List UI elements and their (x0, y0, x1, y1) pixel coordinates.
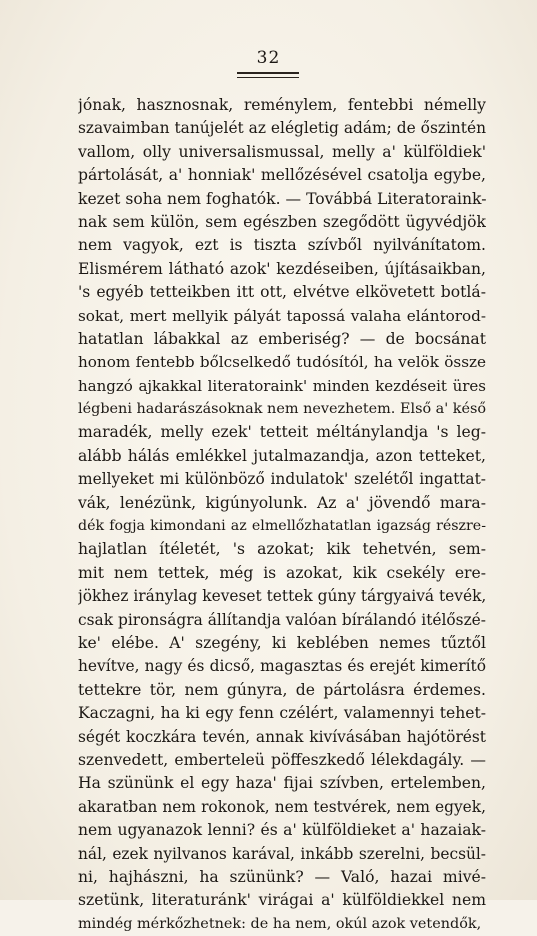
text-line: légbeni hadarászásoknak nem nevezhetem. Első a' késő (78, 401, 486, 418)
text-line: ke' elébe. A' szegény, ki keblében nemes tűztől (78, 633, 486, 652)
text-line: ségét koczkára tevén, annak kivívásában hajótörést (78, 727, 486, 746)
text-line: alább hálás emlékkel jutalmazandja, azon tetteket, (78, 446, 486, 465)
text-line: Elismérem látható azok' kezdéseiben, újításaikban, (78, 259, 486, 278)
page-number: 32 (256, 48, 281, 68)
text-line: 's egyéb tetteikben itt ott, elvétve elkövetett botlá- (78, 283, 486, 302)
text-line: szavaimban tanújelét az elégletig adám; de őszintén (78, 119, 486, 138)
text-line: nak sem külön, sem egészben szegődött ügyvédjök (78, 212, 486, 231)
body-text (78, 94, 486, 936)
header-rule (237, 72, 299, 78)
text-line: honom fentebb bőlcselkedő tudósítól, ha velök össze (78, 353, 486, 372)
text-line: Kaczagni, ha ki egy fenn czélért, valamennyi tehet- (78, 704, 486, 723)
text-line: szenvedett, emberteleü pöffeszkedő lélekdagály. — (78, 750, 486, 769)
text-line: akaratban nem rokonok, nem testvérek, nem egyek, (78, 797, 486, 816)
text-line: nál, ezek nyilvanos karával, inkább szerelni, becsül- (78, 844, 486, 863)
text-line: pártolását, a' honniak' mellőzésével csatolja egybe, (78, 166, 486, 185)
text-line: hangzó ajkakkal literatoraink' minden kezdéseit üres (78, 376, 486, 395)
text-line: jökhez iránylag keveset tettek gúny tárgyaivá tevék, (78, 587, 486, 606)
text-line: kezet soha nem foghatók. — Továbbá Literatoraink- (78, 189, 486, 208)
text-line: mindég mérkőzhetnek: de ha nem, okúl azok vetendők, (78, 915, 482, 932)
text-line: szetünk, literaturánk' virágai a' külföldiekkel nem (78, 891, 486, 910)
text-line: mit nem tettek, még is azokat, kik csekély ere- (78, 563, 486, 582)
text-line: hatatlan lábakkal az emberiség? — de bocsánat (78, 329, 486, 348)
text-line: hajlatlan ítéletét, 's azokat; kik tehetvén, sem- (78, 540, 486, 559)
text-line: tettekre tör, nem gúnyra, de pártolásra érdemes. (78, 680, 486, 699)
text-line: vák, lenézünk, kigúnyolunk. Az a' jövendő mara- (78, 493, 486, 512)
text-line: ni, hajhászni, ha szününk? — Való, hazai mivé- (78, 867, 486, 886)
text-line: sokat, mert mellyik pályát tapossá valaha elántorod- (78, 306, 486, 325)
text-line: dék fogja kimondani az elmellőzhatatlan igazság részre- (78, 518, 486, 535)
text-line: csak pironságra állítandja valóan bírálandó itélőszé- (78, 610, 486, 629)
text-line: hevítve, nagy és dicső, magasztas és erejét kimerítő (78, 657, 486, 676)
text-line: nem vagyok, ezt is tiszta szívből nyilvánítatom. (78, 236, 486, 255)
text-line: maradék, melly ezek' tetteit méltánylandja 's leg- (78, 423, 486, 442)
text-line: mellyeket mi különböző indulatok' szelétől ingattat- (78, 470, 486, 489)
text-line: nem ugyanazok lenni? és a' külföldieket a' hazaiak- (78, 821, 486, 840)
text-line: Ha szününk el egy haza' fijai szívben, ertelemben, (78, 774, 486, 793)
text-line: jónak, hasznosnak, reménylem, fentebbi némelly (78, 96, 486, 114)
text-line: vallom, olly universalismussal, melly a' külföldiek' (78, 142, 486, 161)
